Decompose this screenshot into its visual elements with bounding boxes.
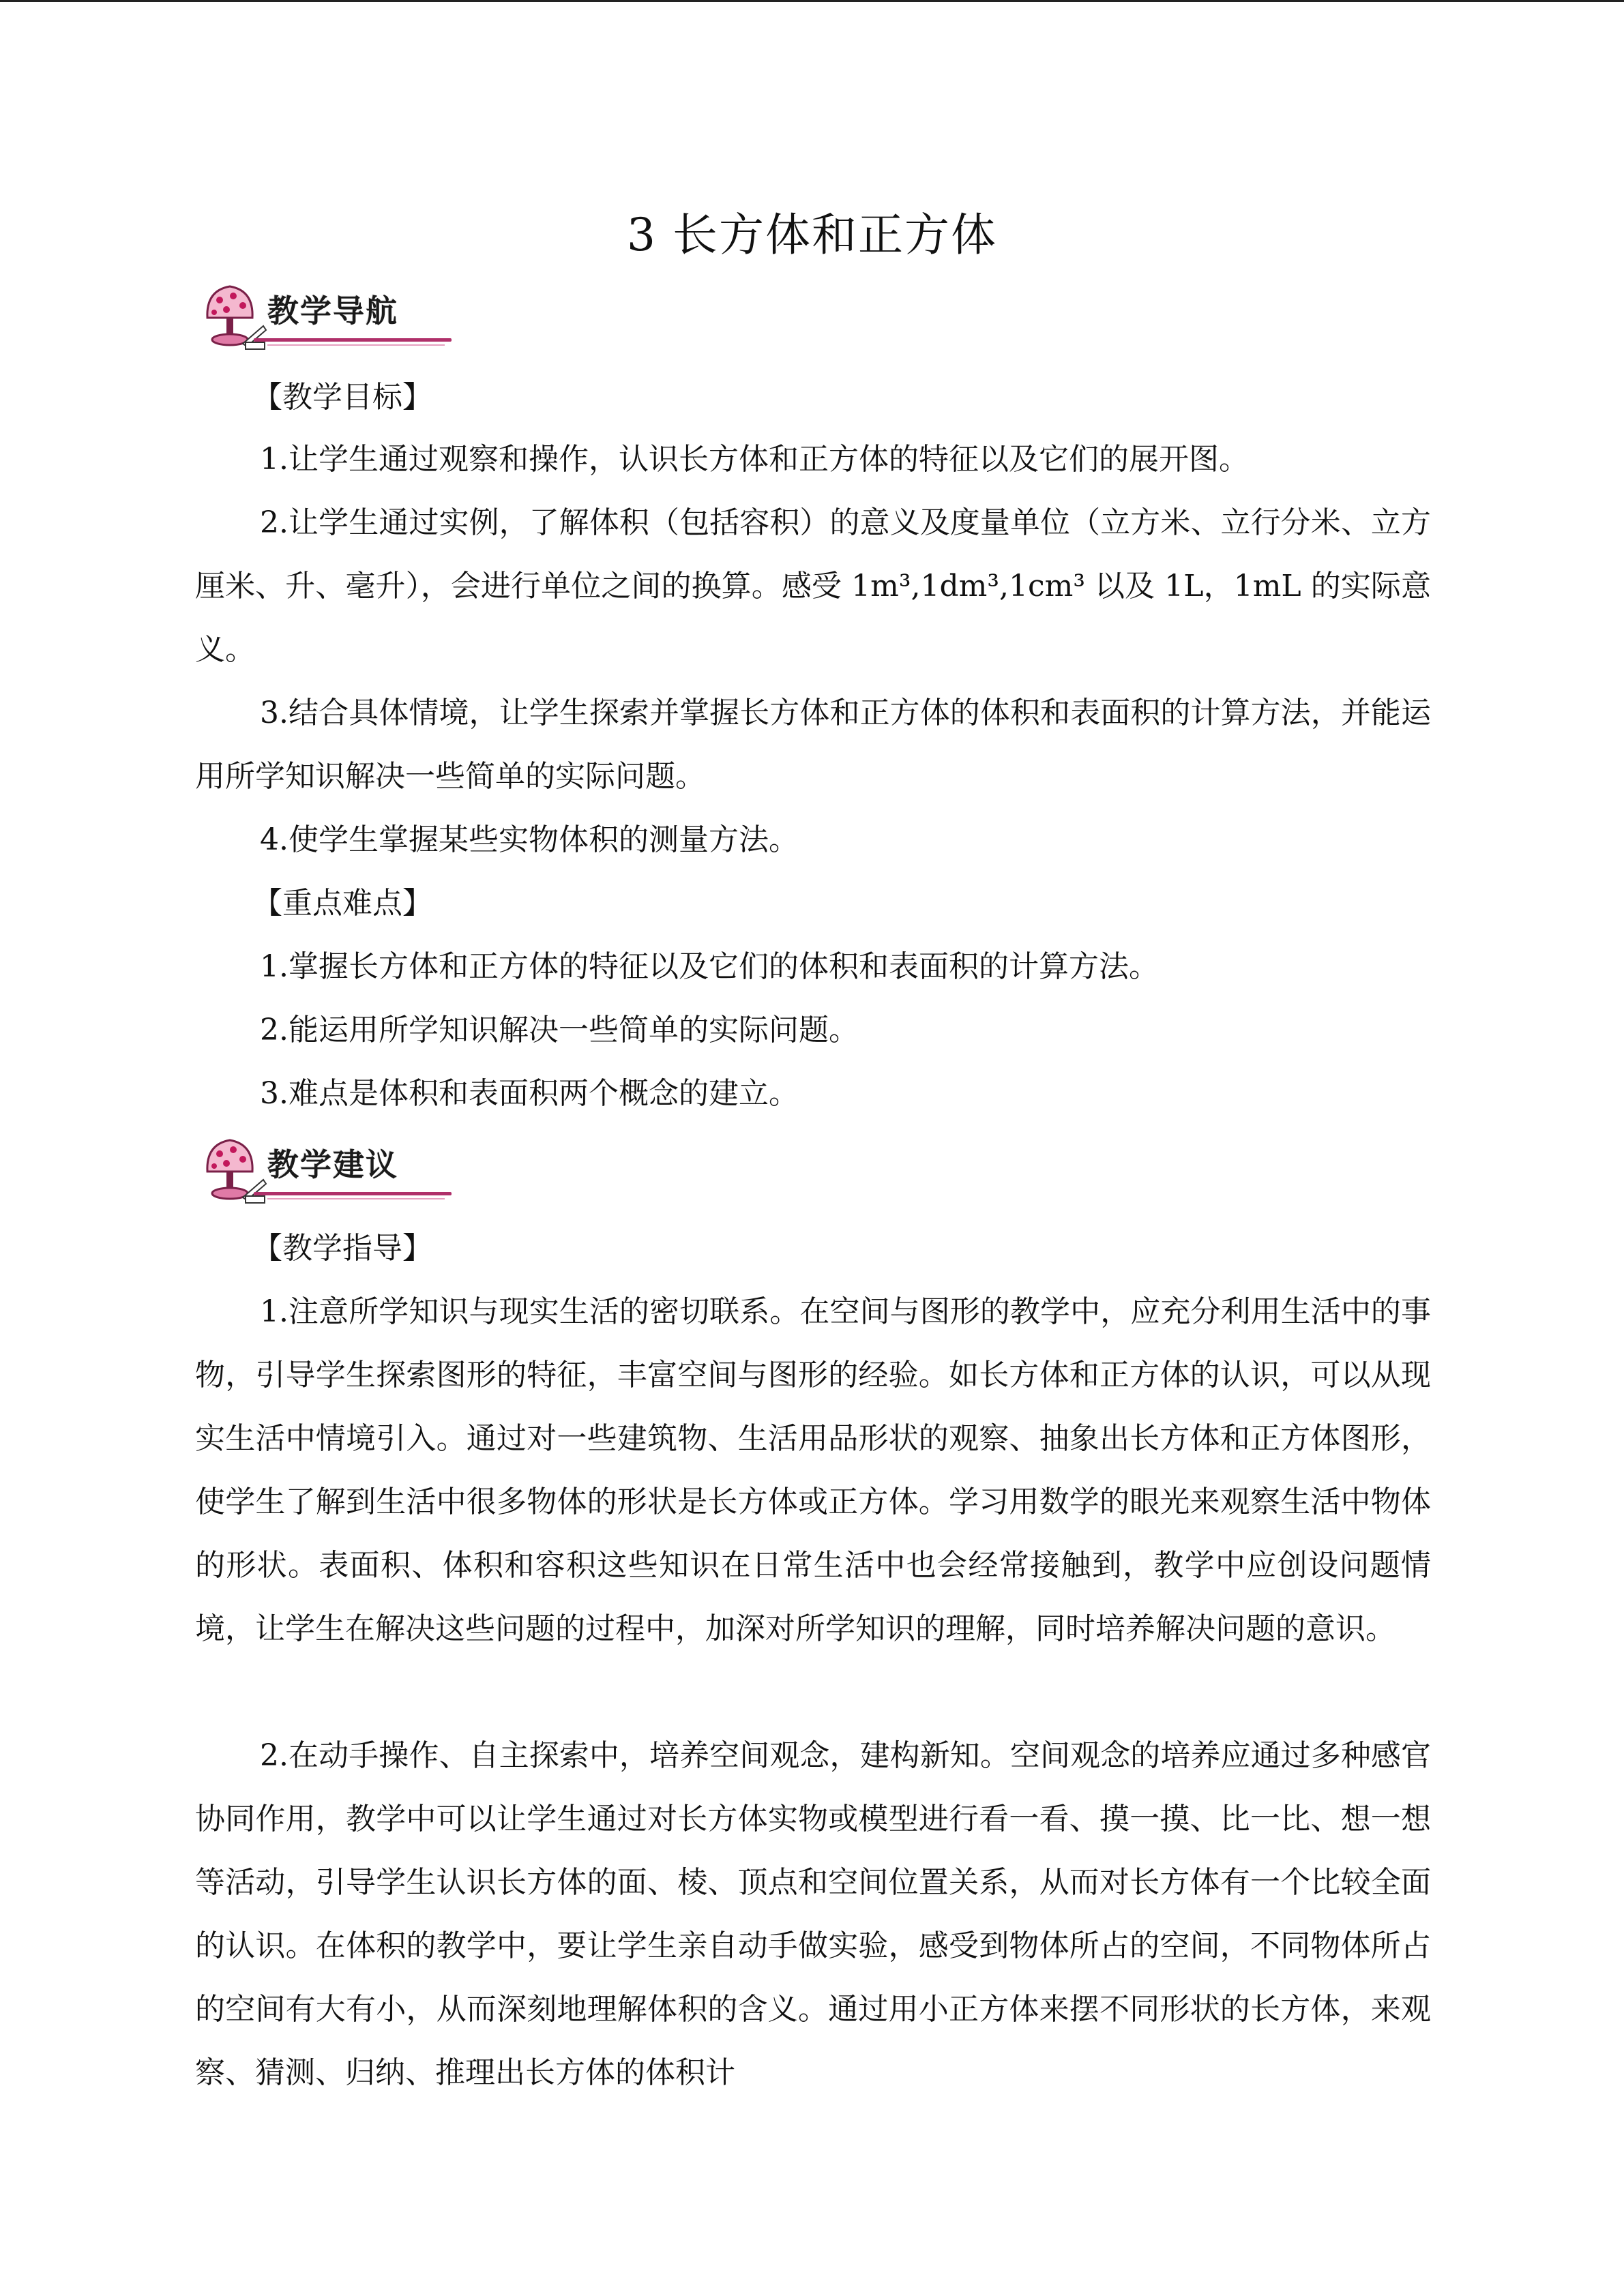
objective-item: 3.结合具体情境，让学生探索并掌握长方体和正方体的体积和表面积的计算方法，并能运用所学知识解决一些简单的实际问题。 [195,696,1431,794]
guide-heading: 【教学指导】 [252,1231,432,1266]
section-badge-advice [192,1132,438,1207]
key-point-item: 1.掌握长方体和正方体的特征以及它们的体积和表面积的计算方法。 [260,949,1159,984]
key-point-item: 2.能运用所学知识解决一些简单的实际问题。 [260,1013,859,1047]
objective-item: 1.让学生通过观察和操作，认识长方体和正方体的特征以及它们的展开图。 [260,442,1249,477]
badge-underline-thin [267,344,445,346]
objective-item: 2.让学生通过实例，了解体积（包括容积）的意义及度量单位（立方米、立行分米、立方厘米、升、毫升），会进行单位之间的换算。感受 1m³,1dm³,1cm³ 以及 1L，1mL 的实际意义。 [195,505,1431,667]
lamp-icon [192,1132,267,1207]
objectives-heading: 【教学目标】 [252,380,432,415]
section-badge-nav [192,278,438,353]
key-point-item: 3.难点是体积和表面积两个概念的建立。 [260,1076,799,1111]
lamp-icon [192,278,267,353]
badge-underline-thin [267,1198,445,1199]
section-label: 教学建议 [267,1146,398,1183]
page-title: 3 长方体和正方体 [627,209,997,261]
key-points-heading: 【重点难点】 [252,886,432,921]
guide-paragraph: 2.在动手操作、自主探索中，培养空间观念，建构新知。空间观念的培养应通过多种感官协同作用，教学中可以让学生通过对长方体实物或模型进行看一看、摸一摸、比一比、想一想等活动，引导学生认识长方体的面、棱、顶点和空间位置关系，从而对长方体有一个比较全面的认识。在体积的教学中，要让学生亲自动手做实验，感受到物体所占的空间，不同物体所占的空间有大有小，从而深刻地理解体积的含义。通过用小正方体来摆不同形状的长方体，来观察、猜测、归纳、推理出长方体的体积计 [195,1738,1431,2090]
guide-paragraph: 1.注意所学知识与现实生活的密切联系。在空间与图形的教学中，应充分利用生活中的事物，引导学生探索图形的特征，丰富空间与图形的经验。如长方体和正方体的认识，可以从现实生活中情境引入。通过对一些建筑物、生活用品形状的观察、抽象出长方体和正方体图形，使学生了解到生活中很多物体的形状是长方体或正方体。学习用数学的眼光来观察生活中物体的形状。表面积、体积和容积这些知识在日常生活中也会经常接触到，教学中应创设问题情境，让学生在解决这些问题的过程中，加深对所学知识的理解，同时培养解决问题的意识。 [195,1294,1431,1646]
section-label: 教学导航 [267,293,398,329]
badge-underline [254,1192,452,1195]
top-border [0,0,1624,2]
badge-underline [254,338,452,342]
objective-item: 4.使学生掌握某些实物体积的测量方法。 [260,822,799,857]
